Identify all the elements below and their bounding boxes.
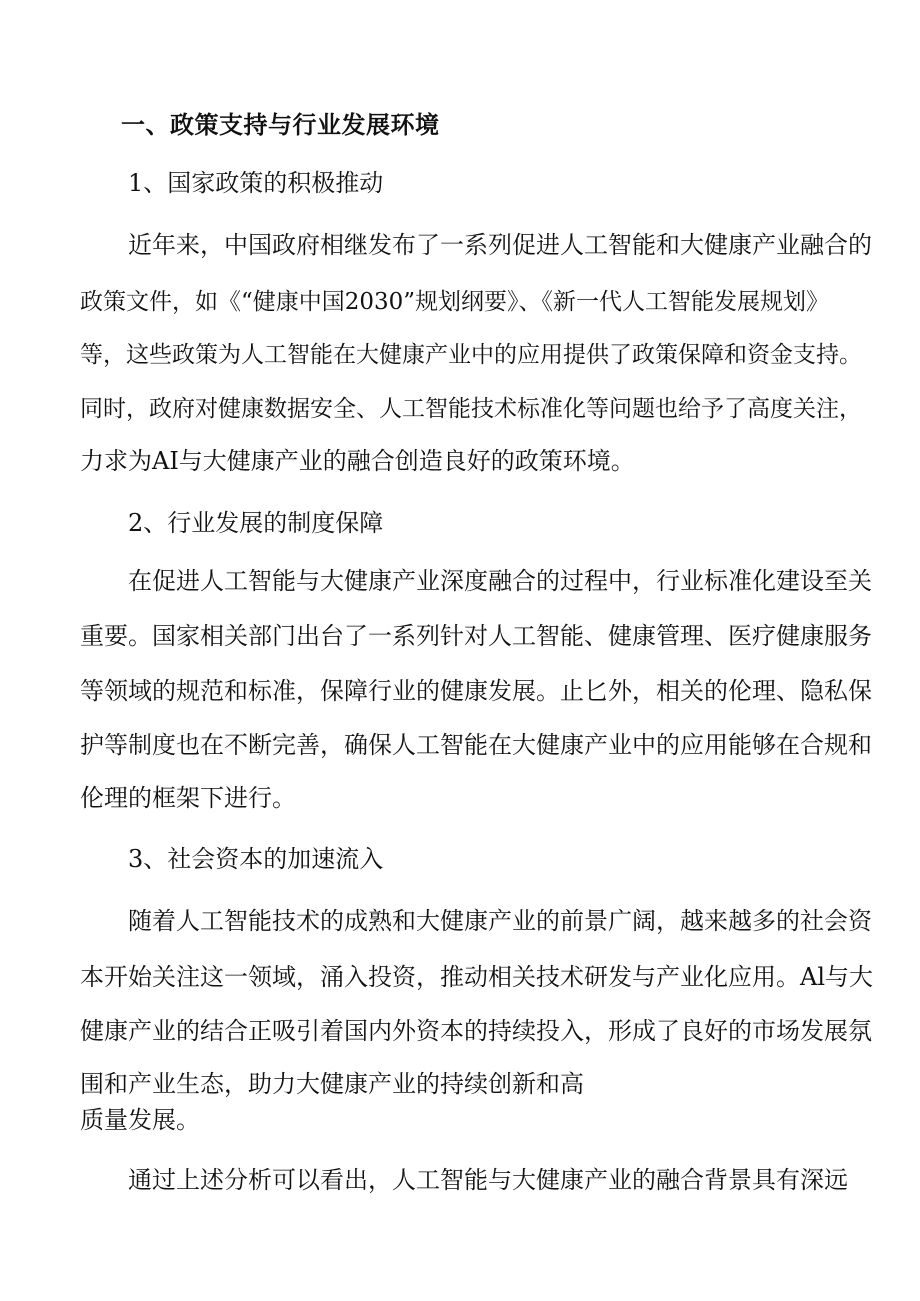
paragraph-3-line-5: 质量发展。: [80, 1106, 200, 1134]
subsection-title-1: 1、国家政策的积极推动: [128, 169, 384, 197]
paragraph-2-line-4: 护等制度也在不断完善，确保人工智能在大健康产业中的应用能够在合规和: [80, 731, 872, 759]
paragraph-1-line-2: 政策文件，如《“健康中国2030”规划纲要》、《新一代人工智能发展规划》: [80, 289, 830, 315]
paragraph-1-line-3: 等，这些政策为人工智能在大健康产业中的应用提供了政策保障和资金支持。: [80, 342, 862, 368]
subsection-title-3: 3、社会资本的加速流入: [128, 845, 384, 873]
paragraph-3-line-1: 随着人工智能技术的成熟和大健康产业的前景广阔，越来越多的社会资: [128, 907, 872, 935]
paragraph-3-line-2: 本开始关注这一领域，涌入投资，推动相关技术研发与产业化应用。Al与大: [80, 963, 874, 991]
paragraph-1-line-4: 同时，政府对健康数据安全、人工智能技术标准化等问题也给予了高度关注，: [80, 396, 862, 422]
paragraph-1-line-5: 力求为AI与大健康产业的融合创造良好的政策环境。: [80, 447, 635, 475]
paragraph-1-line-1: 近年来，中国政府相继发布了一系列促进人工智能和大健康产业融合的: [128, 231, 872, 259]
paragraph-3-line-4: 围和产业生态，助力大健康产业的持续创新和高: [80, 1070, 584, 1098]
section-heading: 一、政策支持与行业发展环境: [121, 110, 440, 139]
paragraph-3-line-3: 健康产业的结合正吸引着国内外资本的持续投入，形成了良好的市场发展氛: [80, 1017, 872, 1045]
paragraph-2-line-1: 在促进人工智能与大健康产业深度融合的过程中，行业标准化建设至关: [128, 567, 872, 595]
paragraph-2-line-5: 伦理的框架下进行。: [80, 784, 296, 812]
subsection-title-2: 2、行业发展的制度保障: [128, 509, 384, 537]
paragraph-2-line-3: 等领域的规范和标准，保障行业的健康发展。止匕外，相关的伦理、隐私保: [80, 677, 872, 705]
closing-paragraph-line: 通过上述分析可以看出，人工智能与大健康产业的融合背景具有深远: [128, 1166, 848, 1194]
paragraph-2-line-2: 重要。国家相关部门出台了一系列针对人工智能、健康管理、医疗健康服务: [80, 622, 872, 650]
